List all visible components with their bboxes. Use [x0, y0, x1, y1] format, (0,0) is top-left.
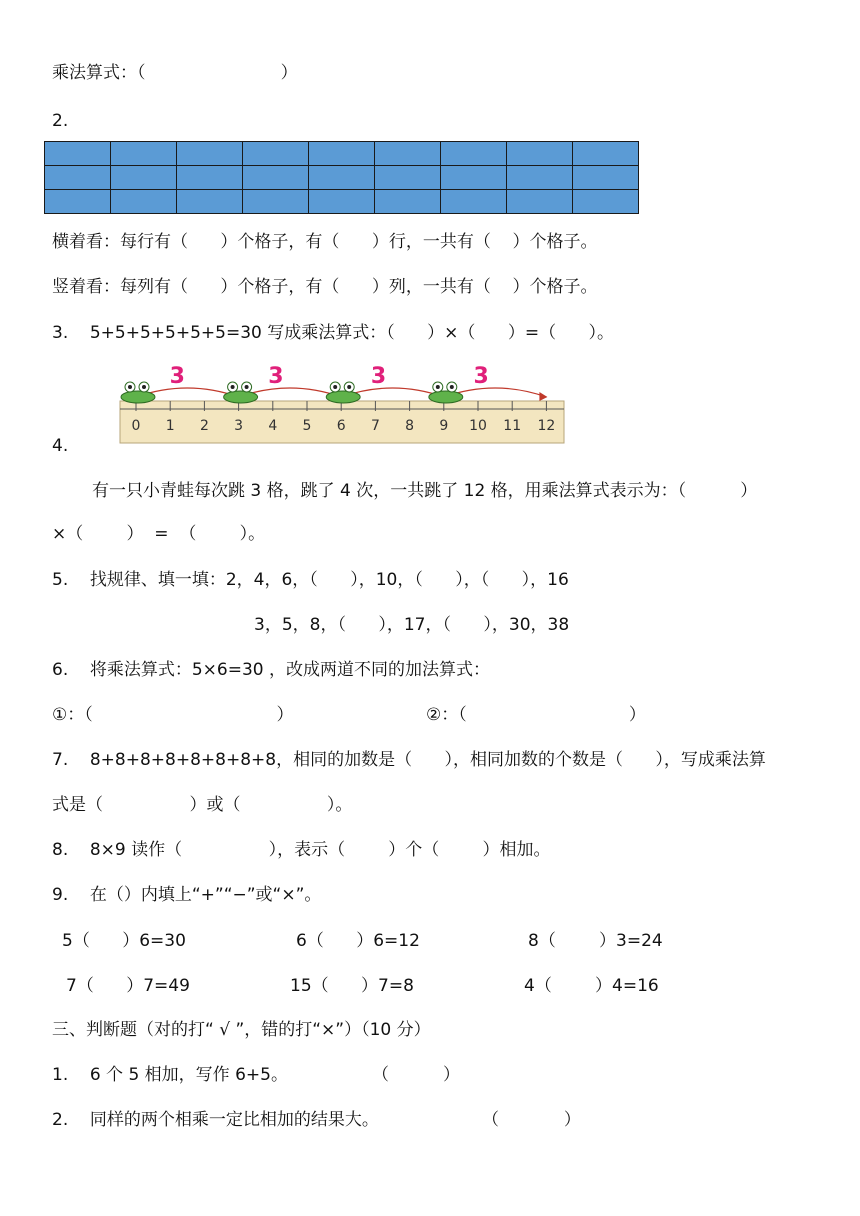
ruler-tick-label: 11: [503, 418, 522, 434]
grid-cell: [177, 166, 243, 190]
question-4-text: 有一只小青蛙每次跳 3 格，跳了 4 次，一共跳了 12 格，用乘法算式表示为：（ ）: [92, 481, 758, 501]
grid-cell: [375, 142, 441, 166]
grid-cell: [177, 142, 243, 166]
ruler-tick-label: 9: [439, 418, 449, 434]
multiplication-formula-line: 乘法算式：（ ）: [52, 63, 298, 83]
question-3: 3. 5+5+5+5+5+5=30 写成乘法算式：（ ）×（ ）=（ ）。: [52, 323, 614, 343]
ruler-tick-label: 1: [165, 418, 175, 434]
judge-2: 2. 同样的两个相乘一定比相加的结果大。: [52, 1110, 379, 1130]
grid-cell: [243, 166, 309, 190]
frog-icon: [326, 382, 360, 403]
ruler-tick-label: 5: [302, 418, 312, 434]
question-7-line-1: 7. 8+8+8+8+8+8+8+8，相同的加数是（ ），相同加数的个数是（ ），写成乘法算: [52, 750, 766, 770]
grid-row: [45, 166, 639, 190]
question-2-vertical: 竖着看：每列有（ ）个格子，有（ ）列，一共有（ ）个格子。: [52, 277, 598, 297]
grid-cell: [573, 190, 639, 214]
question-9-item-5: 15（ ）7=8: [290, 976, 414, 996]
grid-cell: [177, 190, 243, 214]
ruler-tick-label: 4: [268, 418, 278, 434]
grid-cell: [375, 166, 441, 190]
grid-cell: [45, 166, 111, 190]
jump-label: 3: [268, 364, 284, 389]
question-9-item-2: 6（ ）6=12: [296, 931, 420, 951]
grid-cell: [441, 166, 507, 190]
jump-label: 3: [169, 364, 185, 389]
question-6: 6. 将乘法算式：5×6=30 ，改成两道不同的加法算式：: [52, 660, 490, 680]
ruler-tick-label: 10: [469, 418, 487, 434]
arrow-head-icon: [539, 392, 547, 401]
grid-cell: [441, 142, 507, 166]
judge-1-paren: （ ）: [372, 1065, 461, 1085]
question-4-number: 4.: [52, 436, 69, 456]
ruler-tick-label: 2: [199, 418, 209, 434]
ruler-tick-label: 0: [131, 418, 141, 434]
grid-cell: [507, 190, 573, 214]
question-6-blank-1: ①：（ ）: [52, 705, 294, 725]
grid-cell: [573, 142, 639, 166]
question-9-item-1: 5（ ）6=30: [62, 931, 186, 951]
ruler-tick-label: 8: [405, 418, 415, 434]
grid-row: [45, 142, 639, 166]
grid-figure: [44, 141, 639, 214]
jump-label: 3: [473, 364, 489, 389]
frog-ruler-figure: [98, 361, 568, 447]
question-5-row-2: 3，5，8，（ ），17，（ ），30，38: [254, 615, 570, 635]
jump-label: 3: [370, 364, 387, 389]
question-9: 9. 在（）内填上“+”“−”或“×”。: [52, 885, 322, 905]
grid-cell: [441, 190, 507, 214]
question-2-horizontal: 横着看：每行有（ ）个格子，有（ ）行，一共有（ ）个格子。: [52, 232, 598, 252]
grid-cell: [309, 166, 375, 190]
ruler-tick-label: 12: [537, 418, 556, 434]
grid-cell: [243, 190, 309, 214]
grid-row: [45, 190, 639, 214]
question-8: 8. 8×9 读作（ ），表示（ ）个（ ）相加。: [52, 840, 551, 860]
grid-cell: [309, 190, 375, 214]
grid-cell: [507, 166, 573, 190]
grid-cell: [111, 190, 177, 214]
grid-cell: [243, 142, 309, 166]
grid-cell: [375, 190, 441, 214]
grid-cell: [507, 142, 573, 166]
grid-cell: [45, 142, 111, 166]
judge-1: 1. 6 个 5 相加，写作 6+5。: [52, 1065, 288, 1085]
grid-cell: [45, 190, 111, 214]
grid-cell: [111, 142, 177, 166]
question-6-blank-2: ②：（ ）: [426, 705, 646, 725]
ruler-tick-label: 6: [336, 418, 346, 434]
grid-cell: [111, 166, 177, 190]
ruler-tick-label: 7: [370, 418, 380, 434]
ruler-tick-label: 3: [234, 418, 244, 434]
question-9-item-6: 4（ ）4=16: [524, 976, 659, 996]
question-2-number: 2.: [52, 111, 69, 131]
frog-icon: [121, 382, 155, 403]
grid-cell: [573, 166, 639, 190]
question-9-item-4: 7（ ）7=49: [66, 976, 190, 996]
question-9-item-3: 8（ ）3=24: [528, 931, 663, 951]
frog-icon: [429, 382, 463, 403]
grid-cell: [309, 142, 375, 166]
question-4-formula: ×（ ） = （ ）。: [52, 524, 266, 544]
section-3-heading: 三、判断题（对的打“ √ ”，错的打“×”）（10 分）: [52, 1020, 431, 1040]
question-7-line-2: 式是（ ）或（ ）。: [52, 795, 353, 815]
frog-icon: [224, 382, 258, 403]
judge-2-paren: （ ）: [482, 1110, 581, 1130]
question-5-row-1: 5. 找规律、填一填：2，4，6，（ ），10，（ ），（ ），16: [52, 570, 569, 590]
